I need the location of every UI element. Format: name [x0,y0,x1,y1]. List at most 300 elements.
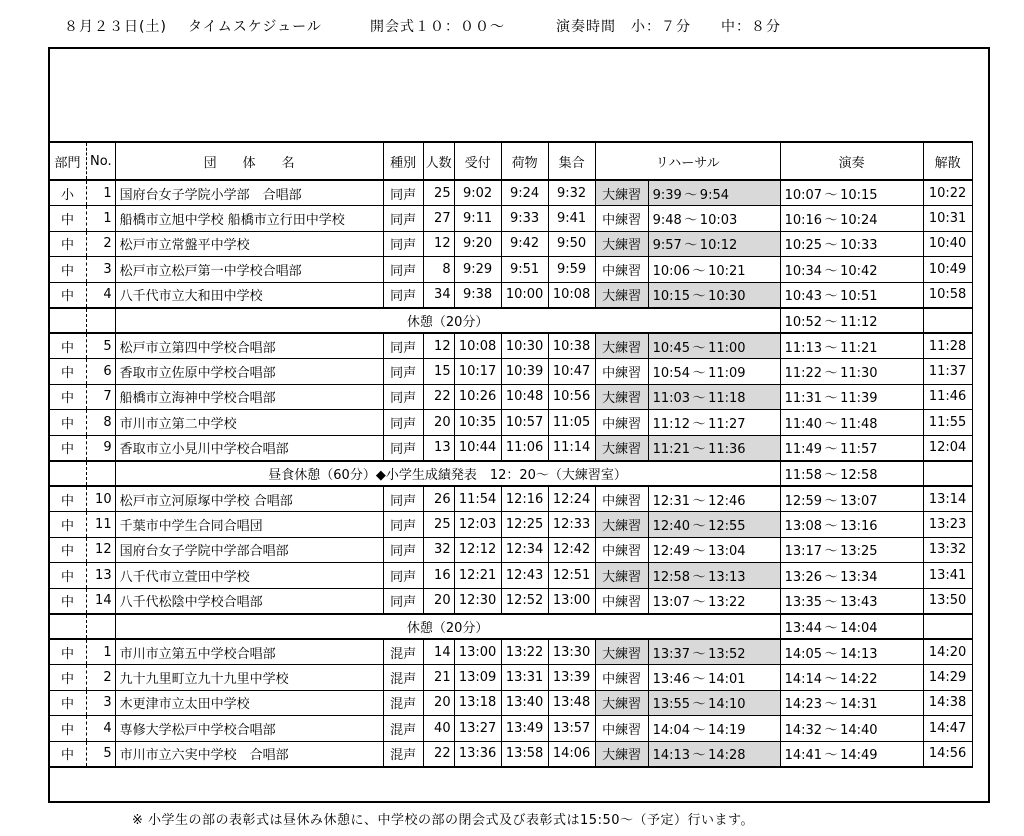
performance-time [780,206,923,232]
break-no [87,308,116,334]
entry-no: 9 [87,435,116,461]
entry-no: 2 [87,665,116,691]
rehearsal-end: 12:55 [708,518,746,534]
tilde: ～ [692,671,706,687]
dismissal-time: 13:41 [923,563,972,589]
members: 22 [423,741,454,767]
col-performance: 演奏 [780,142,923,180]
dept: 中 [49,282,87,308]
voice-type: 同声 [383,206,423,232]
performance-time [780,486,923,512]
rehearsal-time [648,410,780,436]
tilde: ～ [692,722,706,738]
col-dismissal: 解散 [923,142,972,180]
members: 26 [423,486,454,512]
dept: 中 [49,665,87,691]
rehearsal-start: 9:48 [652,212,682,228]
assembly-time: 12:24 [548,486,595,512]
entry-no: 6 [87,359,116,385]
performance-end: 10:51 [840,289,878,304]
rehearsal-start: 10:15 [652,289,691,304]
voice-type: 同声 [383,333,423,359]
tilde: ～ [692,365,706,381]
schedule-row [49,563,973,589]
rehearsal-room: 中練習 [595,410,648,436]
schedule-row [49,180,973,206]
schedule-row [49,282,973,308]
rehearsal-room: 大練習 [595,333,648,359]
performance-time [780,282,923,308]
performance-start: 10:43 [784,289,823,304]
luggage-time: 13:22 [501,639,548,665]
reception-time: 13:27 [454,716,501,742]
tilde: ～ [824,671,838,687]
performance-time [780,665,923,691]
voice-type: 同声 [383,486,423,512]
rehearsal-end: 14:10 [708,697,746,713]
rehearsal-room: 中練習 [595,359,648,385]
rehearsal-room: 大練習 [595,435,648,461]
dismissal-time: 13:14 [923,486,972,512]
rehearsal-time [648,231,780,257]
performance-time [780,333,923,359]
assembly-time: 13:39 [548,665,595,691]
schedule-row [49,206,973,232]
reception-time: 12:12 [454,537,501,563]
schedule-row [49,359,973,385]
assembly-time: 11:14 [548,435,595,461]
col-assembly: 集合 [548,142,595,180]
reception-time: 10:17 [454,359,501,385]
schedule-table [48,141,973,768]
assembly-time: 10:47 [548,359,595,385]
rehearsal-start: 12:58 [652,569,691,585]
members: 20 [423,410,454,436]
reception-time: 9:38 [454,282,501,308]
tilde: ～ [824,518,838,534]
rehearsal-time [648,588,780,614]
assembly-time: 12:33 [548,512,595,538]
dismissal-time: 12:04 [923,435,972,461]
rehearsal-end: 14:19 [708,722,746,738]
rehearsal-room: 大練習 [595,741,648,767]
entry-no: 1 [87,639,116,665]
rehearsal-time [648,639,780,665]
tilde: ～ [824,646,838,662]
entry-no: 7 [87,384,116,410]
performance-end: 13:25 [840,544,878,560]
performance-end: 11:57 [840,442,878,457]
rehearsal-end: 13:13 [708,569,746,585]
rehearsal-start: 11:03 [652,391,691,407]
group-name: 松戸市立第四中学校合唱部 [115,333,383,359]
performance-time [780,435,923,461]
entry-no: 11 [87,512,116,538]
rehearsal-start: 11:12 [652,416,691,432]
performance-start: 14:05 [784,646,823,662]
members: 8 [423,257,454,283]
tilde: ～ [824,365,838,381]
tilde: ～ [824,212,838,228]
tilde: ～ [692,569,706,585]
tilde: ～ [824,544,838,560]
dept: 中 [49,359,87,385]
rehearsal-start: 14:13 [652,748,691,763]
tilde: ～ [824,289,838,304]
tilde: ～ [692,263,706,279]
col-members: 人数 [423,142,454,180]
tilde: ～ [684,212,698,228]
rehearsal-end: 11:18 [708,391,746,407]
tilde: ～ [692,595,706,610]
assembly-time: 10:38 [548,333,595,359]
dept: 中 [49,435,87,461]
performance-start: 14:32 [784,722,823,738]
break-label: 休憩（20分） [115,614,780,640]
voice-type: 混声 [383,690,423,716]
members: 25 [423,512,454,538]
performance-start: 10:25 [784,238,823,254]
dept: 中 [49,563,87,589]
performance-start: 11:49 [784,442,823,457]
performance-end: 10:24 [840,212,878,228]
dept: 小 [49,180,87,206]
rehearsal-start: 10:54 [652,365,691,381]
performance-end: 14:13 [840,646,878,662]
luggage-time: 13:31 [501,665,548,691]
luggage-time: 11:06 [501,435,548,461]
luggage-time: 13:40 [501,690,548,716]
dismissal-time: 11:46 [923,384,972,410]
performance-time [780,257,923,283]
tilde: ～ [692,289,706,304]
col-reception: 受付 [454,142,501,180]
reception-time: 10:44 [454,435,501,461]
reception-time: 13:18 [454,690,501,716]
reception-time: 11:54 [454,486,501,512]
voice-type: 混声 [383,716,423,742]
tilde: ～ [692,391,706,407]
rehearsal-end: 13:04 [708,544,746,560]
break-row [49,461,973,487]
dept: 中 [49,206,87,232]
tilde: ～ [692,518,706,534]
footnote: ※ 小学生の部の表彰式は昼休み休憩に、中学校の部の閉会式及び表彰式は15:50～（予定）行います。 [132,813,754,828]
tilde: ～ [824,493,838,509]
break-time-start: 13:44 [784,620,823,636]
luggage-time: 10:30 [501,333,548,359]
assembly-time: 13:48 [548,690,595,716]
rehearsal-start: 11:21 [652,442,691,457]
col-name: 団 体 名 [115,142,383,180]
entry-no: 14 [87,588,116,614]
rehearsal-end: 11:27 [708,416,746,432]
entry-no: 10 [87,486,116,512]
tilde: ～ [824,620,838,636]
assembly-time: 13:30 [548,639,595,665]
voice-type: 同声 [383,231,423,257]
dept: 中 [49,588,87,614]
rehearsal-time [648,512,780,538]
tilde: ～ [824,416,838,432]
header-performance-time: 演奏時間 小：７分 中：８分 [556,19,781,35]
entry-no: 3 [87,690,116,716]
tilde: ～ [692,340,706,356]
voice-type: 混声 [383,639,423,665]
break-dismissal [923,461,972,487]
performance-time [780,512,923,538]
performance-end: 14:49 [840,748,878,763]
rehearsal-room: 大練習 [595,282,648,308]
performance-end: 10:15 [840,187,878,203]
rehearsal-time [648,359,780,385]
luggage-time: 12:25 [501,512,548,538]
rehearsal-start: 12:31 [652,493,691,509]
dept: 中 [49,231,87,257]
assembly-time: 9:41 [548,206,595,232]
members: 12 [423,333,454,359]
dismissal-time: 13:50 [923,588,972,614]
luggage-time: 13:58 [501,741,548,767]
rehearsal-room: 中練習 [595,486,648,512]
schedule-row [49,512,973,538]
performance-time [780,537,923,563]
rehearsal-room: 大練習 [595,231,648,257]
rehearsal-time [648,486,780,512]
rehearsal-start: 13:46 [652,671,691,687]
performance-start: 13:08 [784,518,823,534]
dismissal-time: 11:37 [923,359,972,385]
members: 12 [423,231,454,257]
assembly-time: 12:42 [548,537,595,563]
performance-end: 11:39 [840,391,878,407]
reception-time: 10:35 [454,410,501,436]
entry-no: 4 [87,282,116,308]
performance-end: 10:42 [840,263,878,279]
schedule-row [49,537,973,563]
rehearsal-start: 9:57 [652,238,682,254]
dept: 中 [49,537,87,563]
dept: 中 [49,690,87,716]
luggage-time: 10:39 [501,359,548,385]
dismissal-time: 14:47 [923,716,972,742]
tilde: ～ [684,238,698,254]
rehearsal-time [648,435,780,461]
reception-time: 12:30 [454,588,501,614]
rehearsal-end: 14:01 [708,671,746,687]
schedule-row [49,741,973,767]
rehearsal-start: 13:37 [652,646,691,662]
break-time-end: 12:58 [840,467,878,483]
rehearsal-time [648,333,780,359]
dismissal-time: 14:29 [923,665,972,691]
col-luggage: 荷物 [501,142,548,180]
tilde: ～ [692,416,706,432]
group-name: 八千代市立萱田中学校 [115,563,383,589]
performance-time [780,716,923,742]
rehearsal-time [648,665,780,691]
rehearsal-start: 13:07 [652,595,691,610]
schedule-row [49,716,973,742]
assembly-time: 14:06 [548,741,595,767]
tilde: ～ [824,595,838,610]
performance-start: 14:14 [784,671,823,687]
performance-time [780,639,923,665]
dept: 中 [49,410,87,436]
schedule-row [49,486,973,512]
rehearsal-start: 12:49 [652,544,691,560]
tilde: ～ [692,544,706,560]
performance-start: 11:22 [784,365,823,381]
entry-no: 1 [87,180,116,206]
luggage-time: 12:34 [501,537,548,563]
break-dept [49,614,87,640]
rehearsal-time [648,180,780,206]
luggage-time: 9:24 [501,180,548,206]
performance-end: 10:33 [840,238,878,254]
performance-end: 11:30 [840,365,878,381]
voice-type: 同声 [383,563,423,589]
reception-time: 12:03 [454,512,501,538]
rehearsal-end: 10:12 [699,238,738,254]
voice-type: 混声 [383,741,423,767]
performance-start: 10:16 [784,212,823,228]
rehearsal-start: 12:40 [652,518,691,534]
luggage-time: 10:57 [501,410,548,436]
rehearsal-end: 13:22 [708,595,746,610]
break-dismissal [923,308,972,334]
dismissal-time: 10:22 [923,180,972,206]
members: 13 [423,435,454,461]
voice-type: 同声 [383,257,423,283]
rehearsal-time [648,690,780,716]
col-rehearsal: リハーサル [595,142,780,180]
rehearsal-end: 11:00 [708,340,746,356]
dismissal-time: 10:58 [923,282,972,308]
luggage-time: 10:48 [501,384,548,410]
group-name: 香取市立佐原中学校合唱部 [115,359,383,385]
rehearsal-end: 10:03 [699,212,738,228]
members: 34 [423,282,454,308]
rehearsal-room: 中練習 [595,588,648,614]
performance-start: 13:17 [784,544,823,560]
members: 20 [423,690,454,716]
tilde: ～ [824,391,838,407]
break-time-start: 11:58 [784,467,823,483]
break-performance [780,308,923,334]
rehearsal-time [648,537,780,563]
break-dept [49,308,87,334]
rehearsal-end: 11:36 [708,442,746,457]
rehearsal-end: 10:21 [708,263,746,279]
group-name: 香取市立小見川中学校合唱部 [115,435,383,461]
rehearsal-time [648,563,780,589]
performance-time [780,384,923,410]
rehearsal-end: 11:09 [708,365,746,381]
rehearsal-start: 14:04 [652,722,691,738]
rehearsal-time [648,206,780,232]
col-type: 種別 [383,142,423,180]
performance-end: 13:16 [840,518,878,534]
break-label: 休憩（20分） [115,308,780,334]
members: 22 [423,384,454,410]
break-no [87,614,116,640]
reception-time: 9:29 [454,257,501,283]
schedule-row [49,690,973,716]
reception-time: 9:20 [454,231,501,257]
group-name: 市川市立第二中学校 [115,410,383,436]
performance-start: 11:40 [784,416,823,432]
entry-no: 5 [87,333,116,359]
voice-type: 同声 [383,512,423,538]
break-row [49,308,973,334]
luggage-time: 12:43 [501,563,548,589]
schedule-row [49,588,973,614]
performance-start: 13:35 [784,595,823,610]
entry-no: 5 [87,741,116,767]
dismissal-time: 14:38 [923,690,972,716]
rehearsal-end: 10:30 [708,289,746,304]
assembly-time: 9:59 [548,257,595,283]
performance-start: 10:07 [784,187,823,203]
rehearsal-room: 中練習 [595,257,648,283]
tilde: ～ [692,646,706,662]
group-name: 木更津市立太田中学校 [115,690,383,716]
performance-start: 13:26 [784,569,823,585]
rehearsal-time [648,384,780,410]
break-no [87,461,116,487]
break-time-end: 11:12 [840,314,878,330]
dismissal-time: 14:20 [923,639,972,665]
rehearsal-end: 9:54 [699,187,729,203]
rehearsal-start: 10:06 [652,263,691,279]
dismissal-time: 11:28 [923,333,972,359]
rehearsal-time [648,282,780,308]
page-header [0,6,1024,40]
members: 25 [423,180,454,206]
dept: 中 [49,741,87,767]
rehearsal-room: 大練習 [595,563,648,589]
assembly-time: 13:57 [548,716,595,742]
performance-time [780,588,923,614]
entry-no: 8 [87,410,116,436]
assembly-time: 11:05 [548,410,595,436]
dismissal-time: 13:32 [923,537,972,563]
break-dismissal [923,614,972,640]
dept: 中 [49,333,87,359]
rehearsal-room: 大練習 [595,384,648,410]
tilde: ～ [684,187,698,203]
break-label: 昼食休憩（60分）◆小学生成績発表 12：20～（大練習室） [115,461,780,487]
rehearsal-time [648,716,780,742]
members: 40 [423,716,454,742]
entry-no: 3 [87,257,116,283]
performance-end: 14:22 [840,671,878,687]
assembly-time: 10:08 [548,282,595,308]
tilde: ～ [824,442,838,457]
voice-type: 混声 [383,665,423,691]
rehearsal-room: 中練習 [595,537,648,563]
members: 14 [423,639,454,665]
performance-end: 13:34 [840,569,878,585]
performance-time [780,690,923,716]
luggage-time: 13:49 [501,716,548,742]
header-row [49,142,973,180]
schedule-row [49,333,973,359]
tilde: ～ [692,697,706,713]
schedule-row [49,231,973,257]
performance-end: 14:40 [840,722,878,738]
